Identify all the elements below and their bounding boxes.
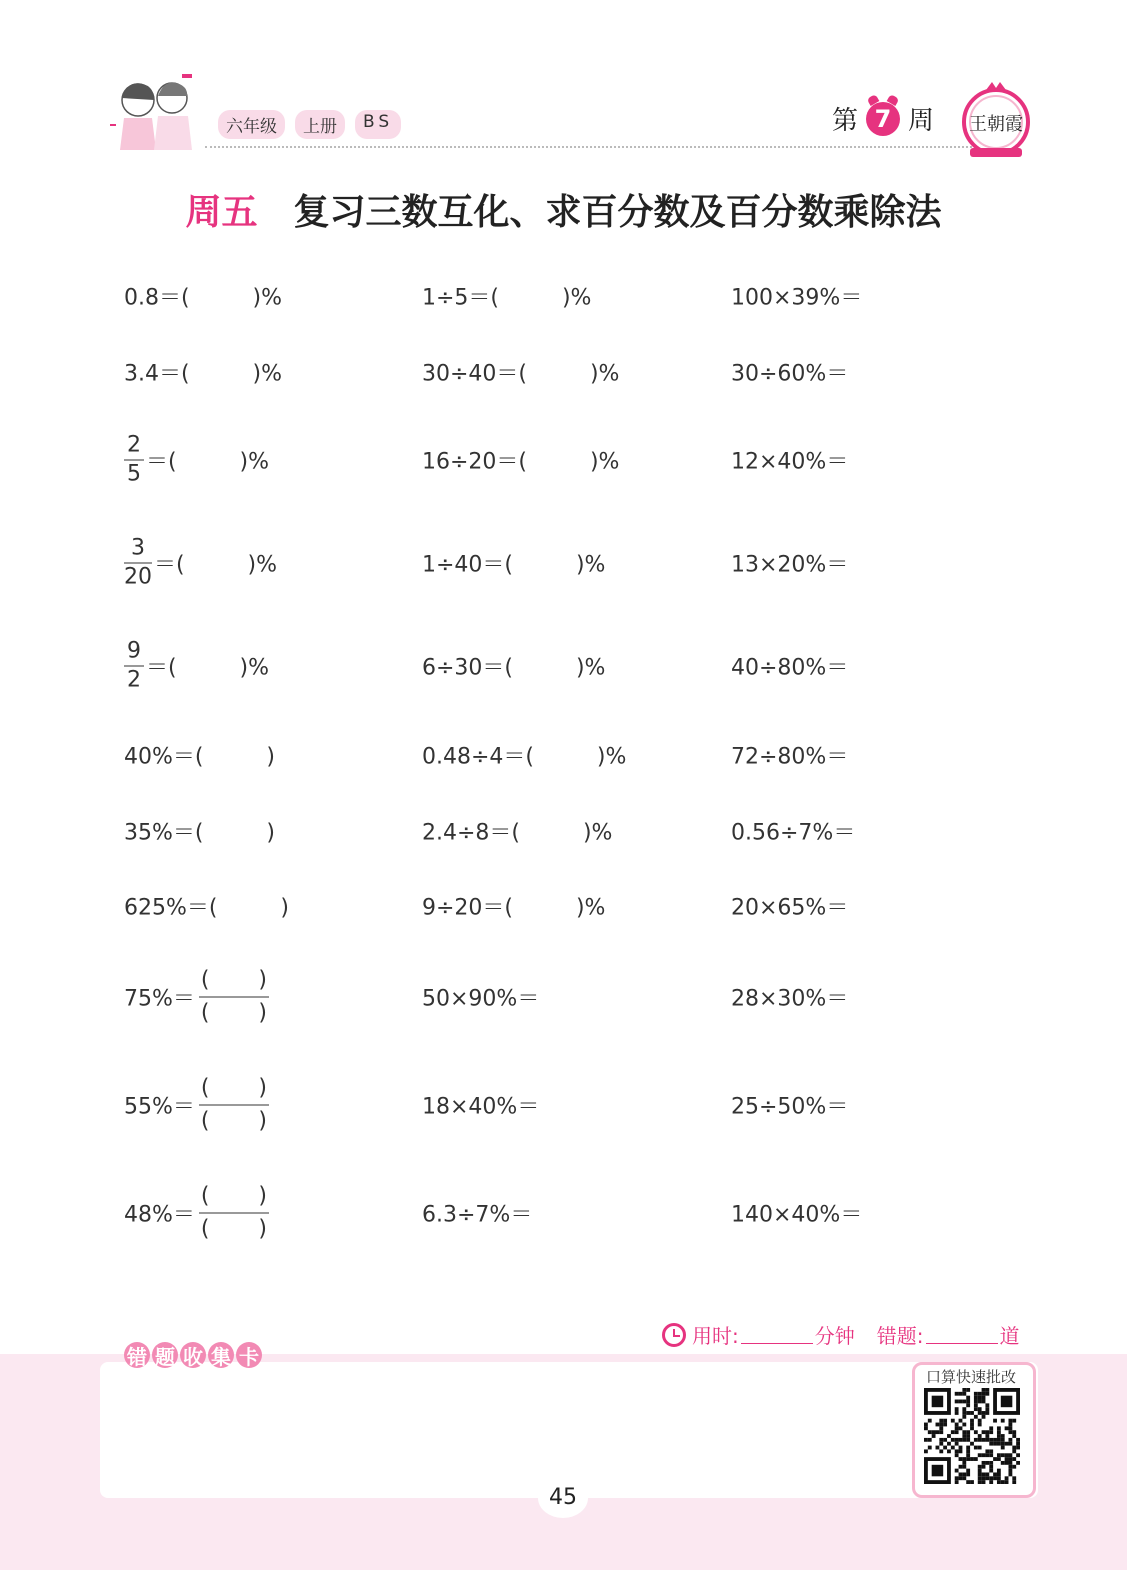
problem-text: 12×40%＝ [731, 449, 849, 475]
problem-item [422, 357, 619, 388]
title-day: 周五 [185, 192, 258, 233]
problem-item [422, 1198, 532, 1229]
problem-item [731, 1198, 862, 1229]
problem-item [124, 1184, 269, 1243]
problem-text: 625%＝( ) [124, 895, 290, 921]
problem-item [124, 357, 282, 388]
problem-text: 3.4＝( )% [124, 361, 282, 387]
errors-unit: 道 [999, 1324, 1020, 1348]
problem-text: 40÷80%＝ [731, 655, 849, 681]
problem-item [731, 651, 848, 682]
problem-text: 18×40%＝ [422, 1094, 540, 1120]
problem-item [731, 1090, 848, 1121]
problem-text: 0.48÷4＝( )% [422, 744, 627, 770]
fraction-denominator: 20 [124, 564, 152, 590]
problem-text: 1÷5＝( )% [422, 285, 592, 311]
problem-item [422, 281, 591, 312]
problem-text: 140×40%＝ [731, 1202, 863, 1228]
error-collection-card-title: 错 题 收 集 卡 [124, 1342, 262, 1368]
fraction-numerator: 9 [127, 638, 141, 664]
page-title [0, 184, 1127, 235]
week-number-clock-icon: 7 [866, 102, 900, 136]
problem-item [124, 816, 275, 847]
problem-item [422, 982, 539, 1013]
problem-item [422, 891, 605, 922]
problem-text: 2.4÷8＝( )% [422, 820, 613, 846]
problem-text: 1÷40＝( )% [422, 552, 606, 578]
problem-text: 0.8＝( )% [124, 285, 282, 311]
problem-item [124, 281, 282, 312]
problem-text: 6÷30＝( )% [422, 655, 606, 681]
problem-text: 25÷50%＝ [731, 1094, 849, 1120]
problem-item [422, 1090, 539, 1121]
problem-item [124, 740, 275, 771]
stopwatch-icon [662, 1323, 686, 1347]
problem-text: 9÷20＝( )% [422, 895, 606, 921]
problem-item [731, 740, 848, 771]
time-blank[interactable] [741, 1325, 813, 1344]
problem-text: 20×65%＝ [731, 895, 849, 921]
edition-badge: BS [355, 110, 401, 139]
problem-item [124, 891, 289, 922]
header-divider [205, 146, 980, 148]
problem-item [124, 968, 269, 1027]
problem-item [731, 357, 848, 388]
brand-logo [958, 80, 1034, 160]
problem-text: ＝( )% [146, 449, 270, 475]
week-suffix: 周 [908, 106, 935, 136]
errors-label: 错题: [876, 1324, 924, 1348]
problem-item [731, 982, 848, 1013]
problem-item [124, 434, 269, 487]
problem-item [124, 640, 269, 693]
problem-item [731, 445, 848, 476]
children-illustration [108, 72, 206, 156]
fraction [124, 434, 144, 487]
svg-text:王朝霞: 王朝霞 [969, 114, 1023, 135]
problem-item [124, 1076, 269, 1135]
problem-text: 55%＝ [124, 1094, 195, 1120]
volume-badge: 上册 [295, 110, 345, 139]
fraction-denominator: 2 [127, 667, 141, 693]
time-unit: 分钟 [814, 1324, 855, 1348]
week-prefix: 第 [832, 106, 859, 136]
fraction [124, 640, 144, 693]
fraction-numerator: 2 [127, 432, 141, 458]
fraction-numerator: 3 [131, 535, 145, 561]
week-indicator [832, 100, 934, 137]
fraction [124, 537, 152, 590]
time-label: 用时: [692, 1324, 739, 1348]
qr-label: 口算快速批改 [925, 1368, 1016, 1386]
problem-text: ＝( )% [154, 552, 278, 578]
problem-text: 40%＝( ) [124, 744, 276, 770]
answer-fraction-blank[interactable]: $\frac{( )}{( )}$ [200, 1075, 267, 1134]
title-topic: 复习三数互化、求百分数及百分数乘除法 [293, 192, 942, 233]
problem-item [731, 816, 855, 847]
answer-fraction-blank[interactable]: $\frac{( )}{( )}$ [200, 967, 267, 1026]
problem-text: 0.56÷7%＝ [731, 820, 856, 846]
problem-text: 13×20%＝ [731, 552, 849, 578]
problem-text: 30÷40＝( )% [422, 361, 620, 387]
problem-text: ＝( )% [146, 655, 270, 681]
problem-item [422, 445, 619, 476]
problem-item [731, 891, 848, 922]
problem-item [422, 740, 626, 771]
problem-text: 30÷60%＝ [731, 361, 849, 387]
grade-badges [218, 110, 401, 139]
errors-blank[interactable] [926, 1325, 998, 1344]
problem-item [731, 281, 862, 312]
time-record [662, 1320, 1020, 1349]
problem-text: 50×90%＝ [422, 986, 540, 1012]
problem-item [731, 548, 848, 579]
problem-text: 16÷20＝( )% [422, 449, 620, 475]
problem-text: 48%＝ [124, 1202, 195, 1228]
problem-text: 75%＝ [124, 986, 195, 1012]
problem-item [124, 537, 277, 590]
page-number: 45 [538, 1478, 588, 1518]
qr-code-icon[interactable] [924, 1388, 1020, 1484]
problem-text: 6.3÷7%＝ [422, 1202, 533, 1228]
grade-badge: 六年级 [218, 110, 285, 139]
problem-text: 100×39%＝ [731, 285, 863, 311]
fraction-denominator: 5 [127, 461, 141, 487]
problem-text: 35%＝( ) [124, 820, 276, 846]
problem-text: 28×30%＝ [731, 986, 849, 1012]
problem-item [422, 548, 605, 579]
answer-fraction-blank[interactable]: $\frac{( )}{( )}$ [200, 1183, 267, 1242]
problem-item [422, 651, 605, 682]
problem-item [422, 816, 612, 847]
problem-text: 72÷80%＝ [731, 744, 849, 770]
